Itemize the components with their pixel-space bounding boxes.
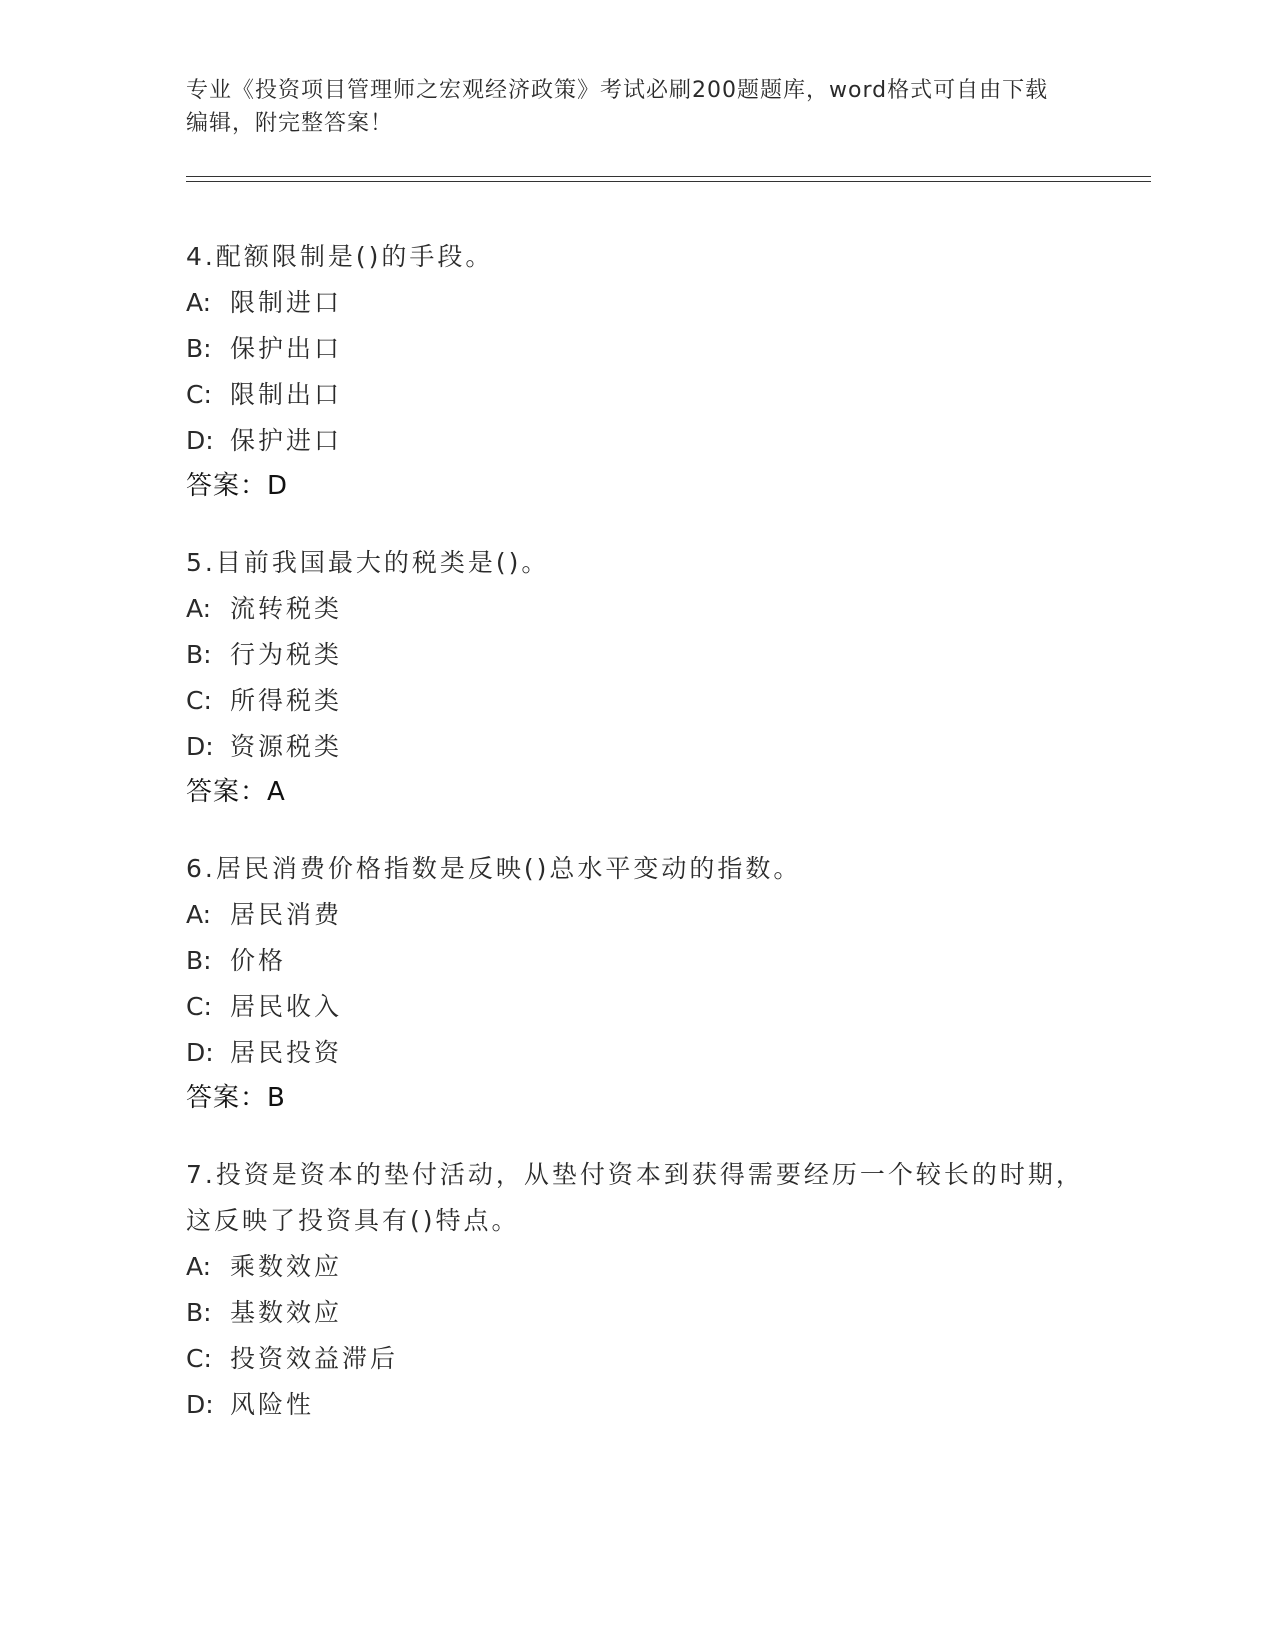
- header-divider-top: [186, 176, 1151, 177]
- option-a: [186, 892, 1086, 938]
- option-letter: B:: [186, 946, 212, 975]
- option-letter: A:: [186, 288, 212, 317]
- option-text: 投资效益滞后: [230, 1344, 399, 1373]
- option-letter: B:: [186, 334, 212, 363]
- option-letter: C:: [186, 380, 212, 409]
- option-d: [186, 1030, 1086, 1076]
- option-c: [186, 1336, 1086, 1382]
- header-divider-bottom: [186, 181, 1151, 182]
- option-text: 风险性: [230, 1390, 315, 1419]
- question-text: 4.配额限制是()的手段。: [186, 242, 494, 271]
- option-text: 保护进口: [230, 426, 343, 455]
- option-letter: D:: [186, 426, 214, 455]
- option-letter: A:: [186, 1252, 212, 1281]
- question-item: [186, 540, 1086, 814]
- option-letter: A:: [186, 594, 212, 623]
- option-a: [186, 586, 1086, 632]
- option-b: [186, 938, 1086, 984]
- option-c: [186, 372, 1086, 418]
- question-text: 5.目前我国最大的税类是()。: [186, 548, 550, 577]
- option-letter: D:: [186, 1038, 214, 1067]
- question-item: [186, 846, 1086, 1120]
- option-text: 所得税类: [230, 686, 343, 715]
- option-d: [186, 724, 1086, 770]
- question-text: 7.投资是资本的垫付活动，从垫付资本到获得需要经历一个较长的时期，这反映了投资具有()特点。: [186, 1160, 1084, 1235]
- answer-line: 答案：A: [186, 777, 286, 807]
- option-b: [186, 1290, 1086, 1336]
- option-text: 限制出口: [230, 380, 343, 409]
- option-letter: C:: [186, 992, 212, 1021]
- option-text: 居民收入: [230, 992, 343, 1021]
- option-d: [186, 1382, 1086, 1428]
- option-text: 基数效应: [230, 1298, 343, 1327]
- option-text: 居民消费: [230, 900, 343, 929]
- answer-line: 答案：B: [186, 1083, 286, 1113]
- option-letter: D:: [186, 1390, 214, 1419]
- option-letter: B:: [186, 640, 212, 669]
- option-text: 保护出口: [230, 334, 343, 363]
- option-text: 流转税类: [230, 594, 343, 623]
- question-item: [186, 234, 1086, 508]
- option-c: [186, 984, 1086, 1030]
- question-item: [186, 1152, 1086, 1428]
- question-list: [186, 234, 1086, 1460]
- option-letter: A:: [186, 900, 212, 929]
- option-letter: D:: [186, 732, 214, 761]
- option-a: [186, 1244, 1086, 1290]
- option-a: [186, 280, 1086, 326]
- option-b: [186, 632, 1086, 678]
- option-b: [186, 326, 1086, 372]
- option-text: 行为税类: [230, 640, 343, 669]
- option-text: 资源税类: [230, 732, 343, 761]
- option-d: [186, 418, 1086, 464]
- question-text: 6.居民消费价格指数是反映()总水平变动的指数。: [186, 854, 802, 883]
- option-text: 乘数效应: [230, 1252, 343, 1281]
- option-letter: C:: [186, 686, 212, 715]
- option-text: 价格: [230, 946, 287, 975]
- option-text: 限制进口: [230, 288, 343, 317]
- document-header: 专业《投资项目管理师之宏观经济政策》考试必刷200题题库，word格式可自由下载编辑，附完整答案！: [186, 78, 1049, 136]
- option-text: 居民投资: [230, 1038, 343, 1067]
- option-letter: B:: [186, 1298, 212, 1327]
- option-letter: C:: [186, 1344, 212, 1373]
- option-c: [186, 678, 1086, 724]
- answer-line: 答案：D: [186, 471, 289, 501]
